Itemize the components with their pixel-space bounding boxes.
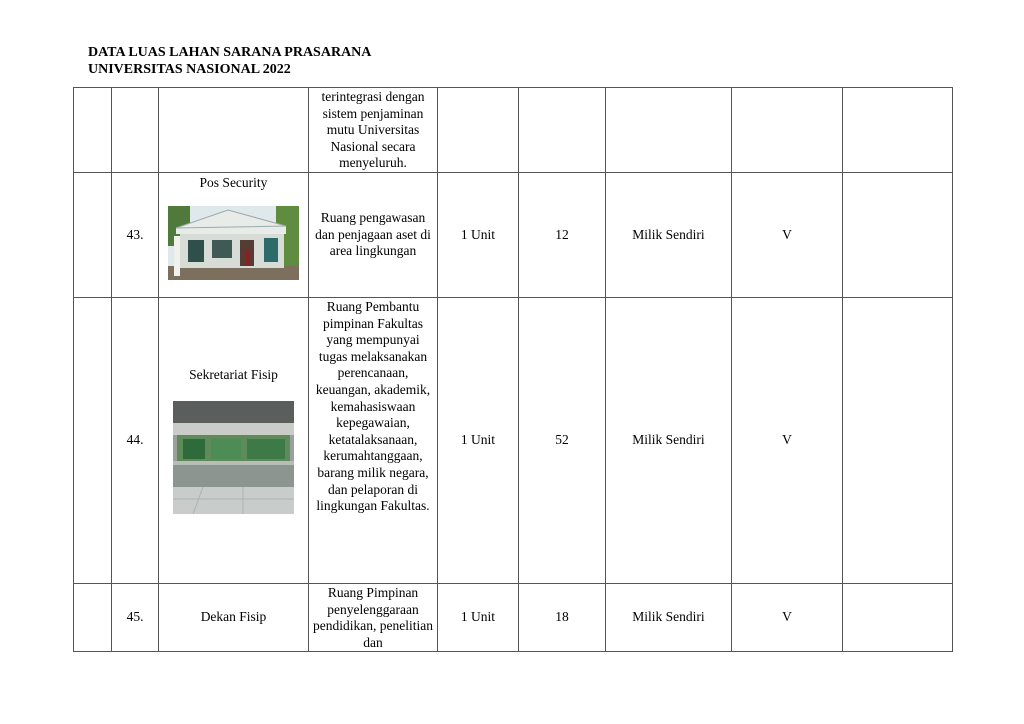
table-row: [74, 88, 953, 173]
row-number: [112, 88, 159, 173]
quantity-cell: 1 Unit: [438, 298, 519, 584]
blank-cell: [74, 173, 112, 298]
description-cell: [309, 173, 438, 298]
facility-name-cell: [159, 298, 309, 584]
quantity-cell: 1 Unit: [438, 173, 519, 298]
condition-cell: V: [732, 584, 843, 652]
quantity-cell: 1 Unit: [438, 584, 519, 652]
ownership-cell: Milik Sendiri: [606, 173, 732, 298]
quantity-cell: [438, 88, 519, 173]
facility-table: [73, 87, 953, 652]
area-cell: 12: [519, 173, 606, 298]
blank-cell: [74, 584, 112, 652]
table-row: [74, 173, 953, 298]
description-text: Ruang Pimpinan penyelenggaraan pendidikan, penelitian dan: [313, 585, 433, 650]
ownership-cell: Milik Sendiri: [606, 298, 732, 584]
facility-name: Sekretariat Fisip: [189, 366, 278, 382]
facility-name: Pos Security: [199, 175, 268, 190]
condition-cell: V: [732, 298, 843, 584]
description-cell: [309, 298, 438, 584]
description-text: terintegrasi dengan sistem penjaminan mutu Universitas Nasional secara menyeluruh.: [321, 89, 425, 171]
table-row: [74, 584, 953, 652]
ownership-cell: [606, 88, 732, 173]
facility-name-cell: [159, 584, 309, 652]
table-row: [74, 298, 953, 584]
note-cell: [843, 173, 953, 298]
document-title: [88, 44, 371, 78]
row-number: 45.: [112, 584, 159, 652]
ownership-cell: Milik Sendiri: [606, 584, 732, 652]
area-cell: 18: [519, 584, 606, 652]
condition-cell: [732, 88, 843, 173]
facility-name-cell: [159, 88, 309, 173]
sekretariat-photo: [173, 401, 294, 514]
description-cell: [309, 88, 438, 173]
blank-cell: [74, 88, 112, 173]
description-text: Ruang pengawasan dan penjagaan aset di area lingkungan: [315, 210, 431, 259]
title-line-1: DATA LUAS LAHAN SARANA PRASARANA: [88, 45, 372, 60]
row-number: 44.: [112, 298, 159, 584]
row-number: 43.: [112, 173, 159, 298]
pos-security-photo: [168, 206, 299, 280]
note-cell: [843, 88, 953, 173]
facility-name-cell: [159, 173, 309, 298]
blank-cell: [74, 298, 112, 584]
area-cell: [519, 88, 606, 173]
title-line-2: UNIVERSITAS NASIONAL 2022: [88, 62, 291, 77]
facility-name: Dekan Fisip: [200, 609, 267, 625]
description-cell: [309, 584, 438, 652]
area-cell: 52: [519, 298, 606, 584]
note-cell: [843, 584, 953, 652]
condition-cell: V: [732, 173, 843, 298]
note-cell: [843, 298, 953, 584]
description-text: Ruang Pembantu pimpinan Fakultas yang mempunyai tugas melaksanakan perencanaan, keuangan, akademik, kemahasiswaan kepegawaian, ketatalaksanaan, kerumahtanggaan, barang milik negara, dan pelaporan di lingkungan Fakultas.: [315, 299, 431, 514]
